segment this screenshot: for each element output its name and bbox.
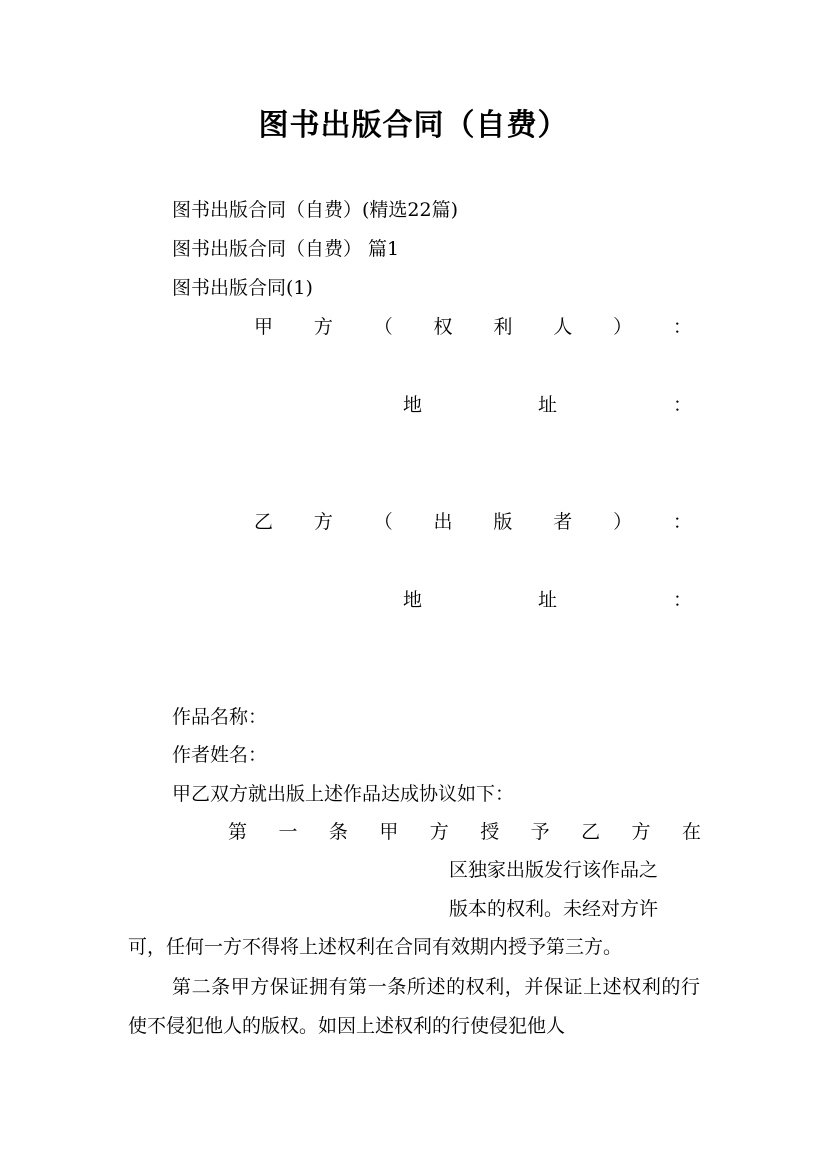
subtitle-line-1: 图书出版合同（自费）(精选22篇)	[172, 199, 459, 221]
article-1-line-3: 版本的权利。未经对方许	[449, 898, 659, 920]
party-a-char: 方	[313, 316, 333, 338]
party-b-label	[254, 510, 692, 534]
party-b-char: 乙	[254, 511, 274, 533]
address-a-char: 地	[403, 394, 423, 416]
party-a-label	[254, 315, 692, 339]
document-title: 图书出版合同（自费）	[258, 108, 569, 143]
article-1-line-4: 可，任何一方不得将上述权利在合同有效期内授予第三方。	[128, 936, 623, 958]
article-1-line-2: 区独家出版发行该作品之	[449, 859, 659, 881]
address-a-char: 址	[537, 394, 557, 416]
party-b-char: 方	[313, 511, 333, 533]
article-1-char: 甲	[379, 821, 399, 843]
party-b-char: 者	[553, 511, 573, 533]
party-b-char: 出	[433, 511, 453, 533]
party-b-char: ）	[613, 511, 633, 533]
party-b-char: 版	[493, 511, 513, 533]
address-b-char: 地	[403, 589, 423, 611]
author-name-field: 作者姓名：	[172, 744, 268, 766]
party-b-char: （	[373, 511, 393, 533]
article-2-paragraph: 第二条甲方保证拥有第一条所述的权利，并保证上述权利的行使不侵犯他人的版权。如因上述权利的行使侵犯他人	[128, 976, 700, 1037]
article-1-char: 授	[480, 821, 500, 843]
subtitle-line-3: 图书出版合同(1)	[172, 277, 313, 299]
article-1-char: 方	[429, 821, 449, 843]
address-a-label	[403, 393, 692, 417]
party-b-char: ：	[672, 511, 692, 533]
party-a-char: 人	[553, 316, 573, 338]
article-1-char: 第	[228, 821, 248, 843]
article-1-heading	[228, 820, 701, 844]
work-name-field: 作品名称：	[172, 706, 268, 728]
article-1-char: 予	[530, 821, 550, 843]
article-1-char: 方	[631, 821, 651, 843]
party-a-char: 利	[493, 316, 513, 338]
article-1-char: 乙	[581, 821, 601, 843]
address-b-label	[403, 588, 692, 612]
party-a-char: ）	[613, 316, 633, 338]
address-b-char: ：	[672, 589, 692, 611]
address-b-char: 址	[537, 589, 557, 611]
agreement-intro: 甲乙双方就出版上述作品达成协议如下：	[172, 783, 515, 805]
party-a-char: （	[373, 316, 393, 338]
party-a-char: 权	[433, 316, 453, 338]
address-a-char: ：	[672, 394, 692, 416]
party-a-char: 甲	[254, 316, 274, 338]
party-a-char: ：	[672, 316, 692, 338]
subtitle-line-2: 图书出版合同（自费） 篇1	[172, 238, 400, 260]
article-1-char: 一	[278, 821, 298, 843]
article-1-char: 在	[681, 821, 701, 843]
article-1-char: 条	[328, 821, 348, 843]
